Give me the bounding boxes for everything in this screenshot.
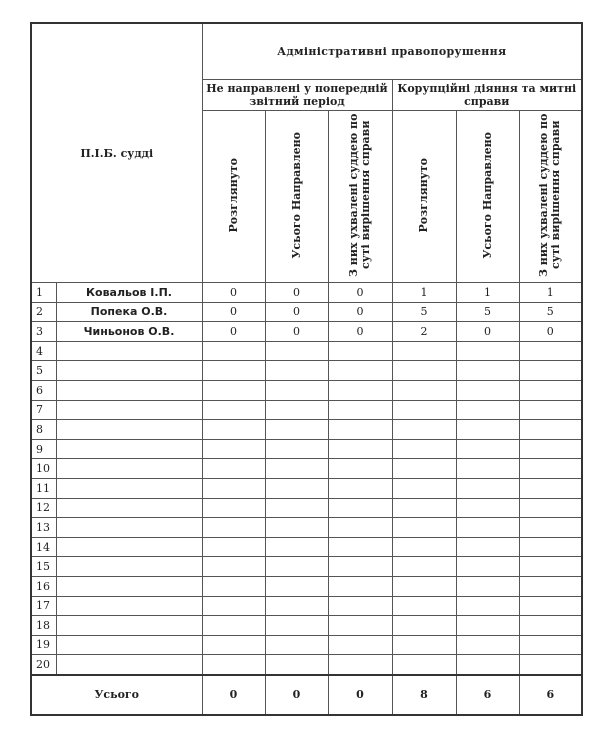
judge-name (56, 439, 202, 459)
table-row (31, 596, 582, 616)
row-number: 12 (31, 498, 56, 518)
value-cell (456, 537, 519, 557)
total-value: 0 (328, 675, 392, 715)
value-cell (202, 518, 265, 538)
column-header-decided-1: З них ухвалені суддею по суті вирішення справи (328, 111, 392, 283)
value-cell (392, 478, 456, 498)
value-cell: 5 (392, 302, 456, 322)
table-row (31, 655, 582, 675)
value-cell (265, 596, 328, 616)
total-value: 0 (265, 675, 328, 715)
value-cell (519, 576, 582, 596)
row-number: 11 (31, 478, 56, 498)
judge-name-header: П.І.Б. судді (31, 23, 202, 283)
table-row (31, 635, 582, 655)
value-cell (202, 400, 265, 420)
value-cell (456, 498, 519, 518)
value-cell (519, 341, 582, 361)
row-number: 13 (31, 518, 56, 538)
judge-name (56, 400, 202, 420)
judge-name (56, 459, 202, 479)
value-cell (392, 498, 456, 518)
value-cell: 0 (456, 322, 519, 342)
value-cell (202, 596, 265, 616)
value-cell: 0 (265, 322, 328, 342)
value-cell (265, 518, 328, 538)
table-row (31, 459, 582, 479)
value-cell (392, 380, 456, 400)
judge-name (56, 596, 202, 616)
value-cell (456, 557, 519, 577)
value-cell (519, 498, 582, 518)
value-cell (265, 635, 328, 655)
value-cell (519, 439, 582, 459)
value-cell (392, 420, 456, 440)
value-cell (202, 478, 265, 498)
value-cell (328, 518, 392, 538)
value-cell: 0 (202, 322, 265, 342)
table-row (31, 518, 582, 538)
row-number: 4 (31, 341, 56, 361)
value-cell (328, 596, 392, 616)
row-number: 15 (31, 557, 56, 577)
column-header-considered-1: Розглянуто (202, 111, 265, 283)
value-cell (202, 635, 265, 655)
value-cell (202, 498, 265, 518)
row-number: 16 (31, 576, 56, 596)
judge-name (56, 537, 202, 557)
value-cell (328, 616, 392, 636)
table-row (31, 380, 582, 400)
row-number: 1 (31, 283, 56, 303)
value-cell (265, 361, 328, 381)
value-cell (202, 537, 265, 557)
value-cell (265, 439, 328, 459)
value-cell: 5 (519, 302, 582, 322)
column-header-sent-2: Усього Направлено (456, 111, 519, 283)
table-row (31, 537, 582, 557)
total-value: 6 (456, 675, 519, 715)
row-number: 19 (31, 635, 56, 655)
row-number: 5 (31, 361, 56, 381)
value-cell (265, 576, 328, 596)
row-number: 2 (31, 302, 56, 322)
value-cell (202, 616, 265, 636)
value-cell (392, 655, 456, 675)
value-cell: 1 (392, 283, 456, 303)
table-row (31, 341, 582, 361)
value-cell (456, 635, 519, 655)
table-row (31, 361, 582, 381)
value-cell (392, 576, 456, 596)
value-cell: 0 (202, 302, 265, 322)
judge-name (56, 420, 202, 440)
value-cell (328, 341, 392, 361)
row-number: 6 (31, 380, 56, 400)
table-row (31, 616, 582, 636)
value-cell (265, 341, 328, 361)
table-row (31, 576, 582, 596)
judge-name (56, 616, 202, 636)
value-cell (328, 576, 392, 596)
value-cell (265, 498, 328, 518)
row-number: 8 (31, 420, 56, 440)
value-cell (392, 616, 456, 636)
value-cell (519, 537, 582, 557)
value-cell (265, 616, 328, 636)
total-label: Усього (31, 675, 202, 715)
value-cell (456, 596, 519, 616)
judge-name (56, 576, 202, 596)
row-number: 10 (31, 459, 56, 479)
value-cell (265, 459, 328, 479)
value-cell (328, 635, 392, 655)
value-cell (519, 596, 582, 616)
value-cell (328, 380, 392, 400)
table-row (31, 498, 582, 518)
judge-name: Чиньонов О.В. (56, 322, 202, 342)
table-row (31, 478, 582, 498)
value-cell (456, 616, 519, 636)
value-cell (519, 459, 582, 479)
value-cell (519, 478, 582, 498)
table-row (31, 400, 582, 420)
value-cell (392, 459, 456, 479)
value-cell (328, 478, 392, 498)
total-value: 0 (202, 675, 265, 715)
row-number: 7 (31, 400, 56, 420)
value-cell (392, 596, 456, 616)
judge-name (56, 557, 202, 577)
value-cell: 1 (456, 283, 519, 303)
value-cell (456, 478, 519, 498)
value-cell (265, 557, 328, 577)
row-number: 9 (31, 439, 56, 459)
value-cell (265, 420, 328, 440)
value-cell (519, 616, 582, 636)
value-cell (392, 518, 456, 538)
value-cell: 0 (519, 322, 582, 342)
row-number: 3 (31, 322, 56, 342)
row-number: 20 (31, 655, 56, 675)
value-cell (328, 400, 392, 420)
value-cell (456, 655, 519, 675)
judge-name: Попека О.В. (56, 302, 202, 322)
value-cell (392, 341, 456, 361)
judge-name (56, 341, 202, 361)
value-cell: 0 (265, 302, 328, 322)
value-cell (519, 518, 582, 538)
total-value: 8 (392, 675, 456, 715)
value-cell (519, 361, 582, 381)
value-cell (328, 537, 392, 557)
judge-name (56, 518, 202, 538)
column-header-sent-1: Усього Направлено (265, 111, 328, 283)
value-cell (456, 459, 519, 479)
judge-name (56, 635, 202, 655)
value-cell (456, 380, 519, 400)
value-cell (456, 518, 519, 538)
value-cell (519, 420, 582, 440)
table-row (31, 557, 582, 577)
value-cell (265, 655, 328, 675)
value-cell (456, 576, 519, 596)
total-row (31, 675, 582, 715)
value-cell (392, 557, 456, 577)
judge-name (56, 478, 202, 498)
value-cell (392, 635, 456, 655)
value-cell (328, 655, 392, 675)
group1-header: Не направлені у попередній звітний період (202, 80, 392, 111)
value-cell (328, 439, 392, 459)
value-cell (202, 655, 265, 675)
row-number: 17 (31, 596, 56, 616)
value-cell (456, 420, 519, 440)
value-cell (519, 380, 582, 400)
judge-name (56, 655, 202, 675)
value-cell: 1 (519, 283, 582, 303)
table-row (31, 420, 582, 440)
table-row (31, 283, 582, 303)
value-cell: 0 (202, 283, 265, 303)
value-cell (202, 380, 265, 400)
value-cell: 0 (328, 302, 392, 322)
value-cell (519, 655, 582, 675)
judge-name (56, 498, 202, 518)
column-header-considered-2: Розглянуто (392, 111, 456, 283)
table-row (31, 322, 582, 342)
table-row (31, 302, 582, 322)
value-cell (392, 439, 456, 459)
table-row (31, 439, 582, 459)
value-cell (328, 557, 392, 577)
value-cell (202, 361, 265, 381)
value-cell (456, 400, 519, 420)
value-cell (328, 361, 392, 381)
value-cell (202, 341, 265, 361)
value-cell (519, 635, 582, 655)
row-number: 14 (31, 537, 56, 557)
value-cell (265, 400, 328, 420)
value-cell (519, 400, 582, 420)
value-cell (392, 537, 456, 557)
value-cell (202, 439, 265, 459)
column-header-decided-2: З них ухвалені суддею по суті вирішення справи (519, 111, 582, 283)
total-value: 6 (519, 675, 582, 715)
value-cell (202, 459, 265, 479)
value-cell (202, 557, 265, 577)
judge-name: Ковальов І.П. (56, 283, 202, 303)
value-cell (328, 498, 392, 518)
judge-name (56, 380, 202, 400)
value-cell (265, 537, 328, 557)
value-cell: 5 (456, 302, 519, 322)
value-cell (202, 576, 265, 596)
value-cell (328, 459, 392, 479)
value-cell: 2 (392, 322, 456, 342)
value-cell (265, 380, 328, 400)
group2-header: Корупційні діяння та митні справи (392, 80, 582, 111)
value-cell (202, 420, 265, 440)
value-cell: 0 (265, 283, 328, 303)
value-cell (456, 361, 519, 381)
judge-name (56, 361, 202, 381)
main-title: Адміністративні правопорушення (202, 23, 582, 80)
value-cell: 0 (328, 322, 392, 342)
value-cell (392, 361, 456, 381)
value-cell (456, 341, 519, 361)
value-cell (456, 439, 519, 459)
value-cell (392, 400, 456, 420)
value-cell (265, 478, 328, 498)
value-cell (328, 420, 392, 440)
value-cell (519, 557, 582, 577)
report-table (30, 22, 583, 716)
value-cell: 0 (328, 283, 392, 303)
row-number: 18 (31, 616, 56, 636)
